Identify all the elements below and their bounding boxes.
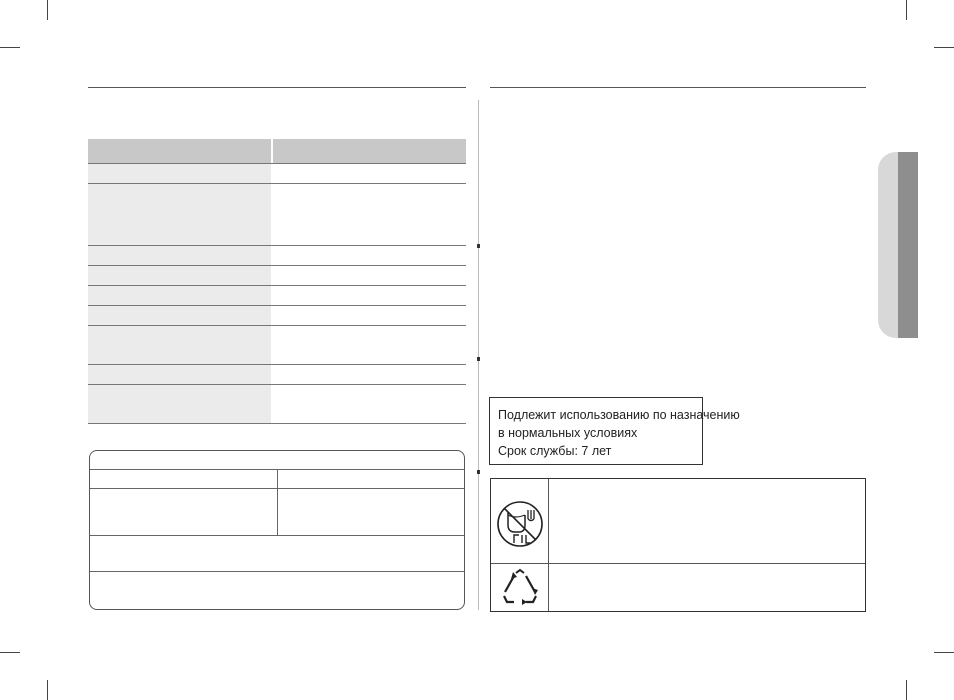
spec-header-cell-value [273,139,466,163]
crop-mark-top-right-v [906,0,907,20]
spec-table-row [88,246,466,266]
center-gutter-line [478,100,479,610]
spec-label-cell [88,164,271,183]
specification-table [88,139,466,424]
spec-label-cell [88,246,271,265]
note-box [89,450,465,610]
spec-value-cell [273,266,466,285]
crop-mark-top-left-v [47,0,48,20]
spec-value-cell [273,365,466,384]
usage-label-box [489,397,740,465]
spec-label-cell [88,385,271,423]
spec-table-row [88,365,466,385]
symbol-table-column-divider [548,479,549,611]
spec-table-header [88,139,466,163]
spec-table-row [88,286,466,306]
symbol-table-row-divider [491,563,865,564]
symbol-table [490,478,866,612]
spec-label-cell [88,365,271,384]
usage-label-line-2: в нормальных условиях [498,426,638,440]
spec-label-cell [88,306,271,325]
crop-mark-bottom-left-h [0,652,20,653]
recycle-icon [499,567,541,609]
gutter-tick [477,244,480,248]
crop-mark-bottom-right-v [906,680,907,700]
spec-value-cell [273,306,466,325]
left-column-header-rule [88,87,466,88]
right-column-header-rule [490,87,866,88]
crop-mark-bottom-left-v [47,680,48,700]
note-box-column-divider [277,469,278,535]
spec-table-row [88,266,466,286]
not-for-food-icon [495,499,545,549]
spec-value-cell [273,184,466,245]
note-box-divider [90,535,464,536]
note-box-divider [90,571,464,572]
spec-value-cell [273,246,466,265]
spec-value-cell [273,286,466,305]
spec-label-cell [88,266,271,285]
spec-table-row [88,184,466,246]
spec-table-row [88,306,466,326]
usage-label-line-3: Срок службы: 7 лет [498,444,612,458]
spec-label-cell [88,326,271,364]
gutter-tick [477,357,480,361]
spec-table-body [88,163,466,424]
spec-table-row [88,164,466,184]
crop-mark-bottom-right-h [934,652,954,653]
spec-value-cell [273,385,466,423]
crop-mark-top-left-h [0,47,20,48]
usage-label-line-1: Подлежит использованию по назначению [498,408,740,422]
spec-table-row [88,326,466,365]
spec-value-cell [273,164,466,183]
spec-header-cell-label [88,139,271,163]
spec-label-cell [88,286,271,305]
gutter-tick [477,470,480,474]
spec-label-cell [88,184,271,245]
crop-mark-top-right-h [934,47,954,48]
section-side-tab [878,152,918,338]
spec-table-row [88,385,466,424]
section-side-tab-dark [898,152,918,338]
spec-value-cell [273,326,466,364]
